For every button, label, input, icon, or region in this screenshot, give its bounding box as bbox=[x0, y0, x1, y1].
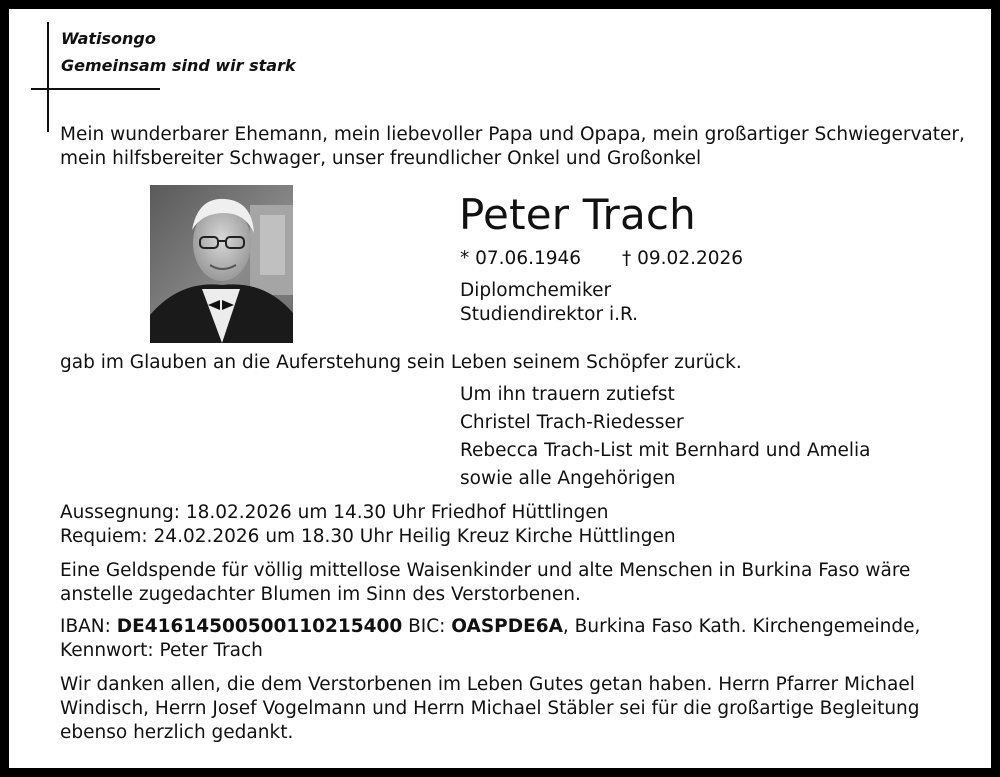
recipient-text: , Burkina Faso Kath. Kirchengemeinde, bbox=[562, 616, 921, 637]
deceased-name: Peter Trach bbox=[459, 190, 696, 239]
service-blessing: Aussegnung: 18.02.2026 um 14.30 Uhr Friedhof Hüttlingen bbox=[60, 502, 609, 523]
intro-line-1: Mein wunderbarer Ehemann, mein liebevoller Papa und Opapa, mein großartiger Schwiegervater, bbox=[60, 124, 965, 145]
motto-line-1: Watisongo bbox=[61, 29, 156, 48]
cross-vertical-line bbox=[47, 22, 49, 132]
thanks-line-2: Windisch, Herrn Josef Vogelmann und Herrn Michael Stäbler sei für die großartige Begleitung bbox=[60, 698, 920, 719]
mourner-line: Rebecca Trach-List mit Bernhard und Amelia bbox=[460, 440, 871, 461]
mourner-line: Um ihn trauern zutiefst bbox=[460, 384, 675, 405]
portrait-photo-image bbox=[150, 185, 293, 343]
mourner-line: Christel Trach-Riedesser bbox=[460, 412, 684, 433]
donation-line-1: Eine Geldspende für völlig mittellose Waisenkinder und alte Menschen in Burkina Faso wäre bbox=[60, 560, 911, 581]
death-date: † 09.02.2026 bbox=[622, 248, 744, 269]
portrait-photo bbox=[150, 185, 293, 343]
service-requiem: Requiem: 24.02.2026 um 18.30 Uhr Heilig Kreuz Kirche Hüttlingen bbox=[60, 526, 676, 547]
iban-label: IBAN: bbox=[60, 616, 117, 637]
thanks-line-1: Wir danken allen, die dem Verstorbenen im Leben Gutes getan haben. Herrn Pfarrer Michael bbox=[60, 674, 915, 695]
deceased-title-2: Studiendirektor i.R. bbox=[460, 304, 639, 325]
bic-value: OASPDE6A bbox=[451, 616, 563, 637]
motto-line-2: Gemeinsam sind wir stark bbox=[61, 56, 296, 75]
passage-text: gab im Glauben an die Auferstehung sein Leben seinem Schöpfer zurück. bbox=[60, 352, 742, 373]
iban-value: DE41614500500110215400 bbox=[116, 616, 403, 637]
donation-keyword: Kennwort: Peter Trach bbox=[60, 640, 263, 661]
cross-horizontal-line bbox=[31, 88, 160, 90]
thanks-line-3: ebenso herzlich gedankt. bbox=[60, 722, 294, 743]
birth-date: * 07.06.1946 bbox=[460, 248, 582, 269]
donation-line-2: anstelle zugedachter Blumen im Sinn des Verstorbenen. bbox=[60, 584, 581, 605]
deceased-title-1: Diplomchemiker bbox=[460, 280, 612, 301]
obituary-card bbox=[9, 9, 991, 768]
bic-label: BIC: bbox=[402, 616, 452, 637]
bank-details bbox=[60, 615, 920, 639]
mourner-line: sowie alle Angehörigen bbox=[460, 468, 676, 489]
intro-line-2: mein hilfsbereiter Schwager, unser freundlicher Onkel und Großonkel bbox=[60, 148, 702, 169]
